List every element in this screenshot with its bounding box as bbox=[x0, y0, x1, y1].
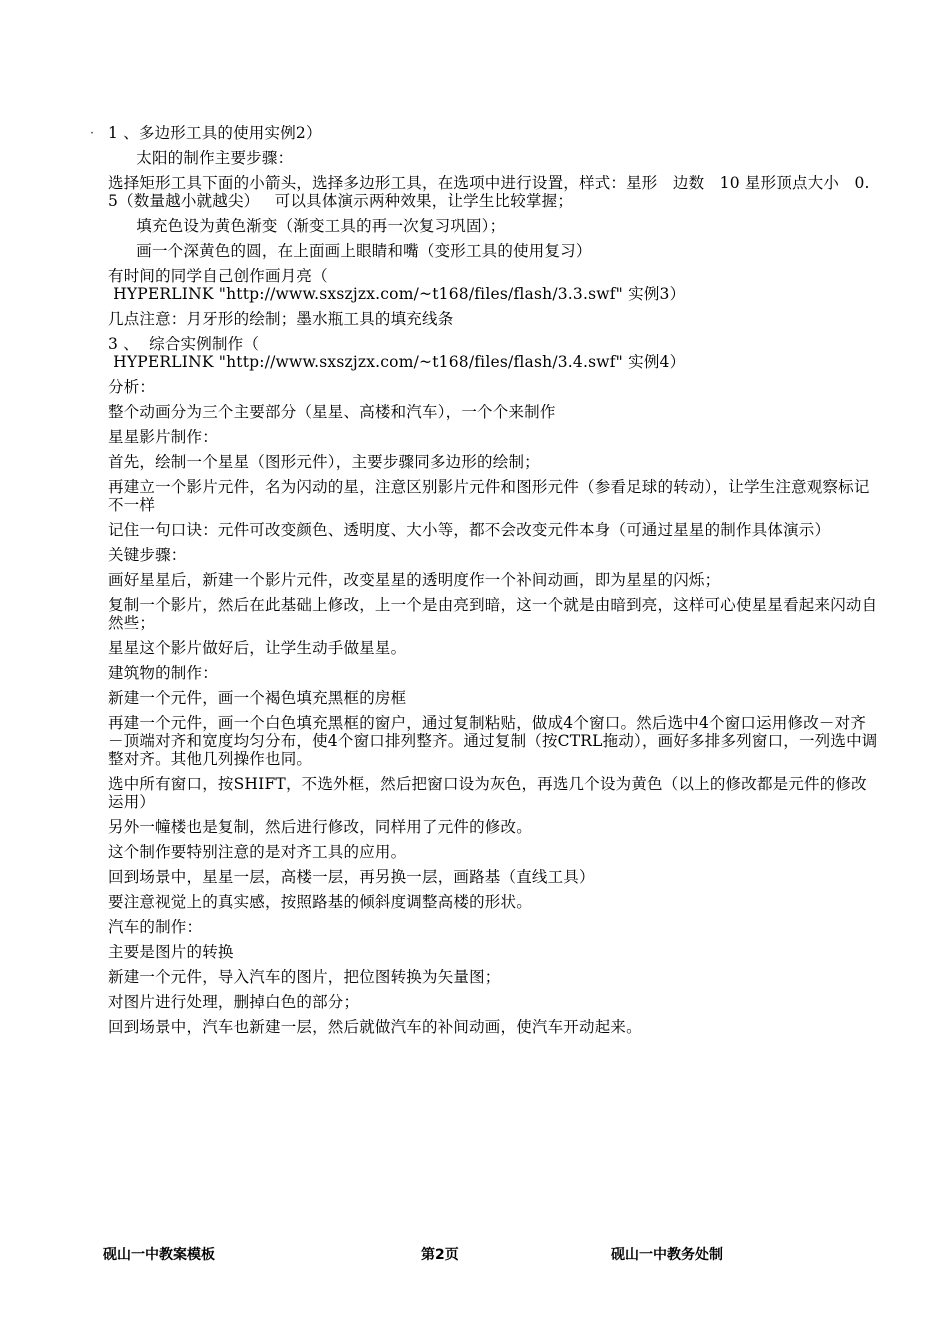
para-10: 整个动画分为三个主要部分（星星、高楼和汽车），一个个来制作 bbox=[108, 403, 556, 421]
para-4: 填充色设为黄色渐变（渐变工具的再一次复习巩固）； bbox=[126, 217, 506, 235]
hyperlink-2[interactable]: HYPERLINK "http://www.sxszjzx.com/~t168/files/flash/3.4.swf" 实例4） bbox=[108, 353, 686, 371]
footer-right-text: 砚山一中教务处制 bbox=[611, 1247, 723, 1263]
para-17: 复制一个影片，然后在此基础上修改，上一个是由亮到暗，这一个就是由暗到亮，这样可心使星星看起来闪动自然些； bbox=[108, 596, 878, 632]
para-14: 记住一句口诀：元件可改变颜色、透明度、大小等，都不会改变元件本身（可通过星星的制作具体演示） bbox=[108, 521, 831, 539]
footer-left-text: 砚山一中教案模板 bbox=[103, 1247, 215, 1263]
page-footer bbox=[0, 1244, 950, 1268]
para-29: 新建一个元件，导入汽车的图片，把位图转换为矢量图； bbox=[108, 968, 501, 986]
para-15: 关键步骤： bbox=[108, 546, 187, 564]
para-30: 对图片进行处理，删掉白色的部分； bbox=[108, 993, 360, 1011]
para-20: 新建一个元件，画一个褐色填充黑框的房框 bbox=[108, 689, 407, 707]
para-22: 选中所有窗口，按SHIFT，不选外框，然后把窗口设为灰色，再选几个设为黄色（以上的修改都是元件的修改运用） bbox=[108, 775, 867, 811]
para-12: 首先，绘制一个星星（图形元件），主要步骤同多边形的绘制； bbox=[108, 453, 540, 471]
para-28: 主要是图片的转换 bbox=[108, 943, 234, 961]
para-5: 画一个深黄色的圆，在上面画上眼睛和嘴（变形工具的使用复习） bbox=[126, 242, 592, 260]
para-26: 要注意视觉上的真实感，按照路基的倾斜度调整高楼的形状。 bbox=[108, 893, 532, 911]
para-24: 这个制作要特别注意的是对齐工具的应用。 bbox=[108, 843, 407, 861]
para-7: 几点注意：月牙形的绘制；墨水瓶工具的填充线条 bbox=[108, 310, 454, 328]
body-text bbox=[108, 124, 878, 1036]
para-19: 建筑物的制作： bbox=[108, 664, 218, 682]
para-31: 回到场景中，汽车也新建一层，然后就做汽车的补间动画，使汽车开动起来。 bbox=[108, 1018, 642, 1036]
para-18: 星星这个影片做好后，让学生动手做星星。 bbox=[108, 639, 407, 657]
page-number: 第2页 bbox=[421, 1247, 459, 1263]
hyperlink-1[interactable]: HYPERLINK "http://www.sxszjzx.com/~t168/files/flash/3.3.swf" 实例3） bbox=[108, 285, 686, 303]
margin-mark: · bbox=[90, 126, 95, 141]
para-13: 再建立一个影片元件，名为闪动的星，注意区别影片元件和图形元件（参看足球的转动），让学生注意观察标记不一样 bbox=[108, 478, 870, 514]
para-8: 3 、 综合实例制作（ bbox=[108, 335, 260, 353]
para-16: 画好星星后，新建一个影片元件，改变星星的透明度作一个补间动画，即为星星的闪烁； bbox=[108, 571, 721, 589]
para-3: 选择矩形工具下面的小箭头，选择多边形工具，在选项中进行设置，样式：星形 边数 10 星形顶点大小 0.5（数量越小就越尖） 可以具体演示两种效果，让学生比较掌握； bbox=[108, 174, 870, 210]
para-1: 1 、多边形工具的使用实例2） bbox=[108, 124, 322, 142]
para-25: 回到场景中，星星一层，高楼一层，再另换一层，画路基（直线工具） bbox=[108, 868, 595, 886]
para-9: 分析： bbox=[108, 378, 156, 396]
para-27: 汽车的制作： bbox=[108, 918, 203, 936]
para-6: 有时间的同学自己创作画月亮（ bbox=[108, 267, 328, 285]
para-11: 星星影片制作： bbox=[108, 428, 218, 446]
para-23: 另外一幢楼也是复制，然后进行修改，同样用了元件的修改。 bbox=[108, 818, 532, 836]
para-21: 再建一个元件，画一个白色填充黑框的窗户，通过复制粘贴，做成4个窗口。然后选中4个窗口运用修改－对齐－顶端对齐和宽度均匀分布，使4个窗口排列整齐。通过复制（按CTRL拖动），画好多排多列窗口，一列选中调整对齐。其他几列操作也同。 bbox=[108, 714, 878, 768]
para-2: 太阳的制作主要步骤： bbox=[126, 149, 294, 167]
